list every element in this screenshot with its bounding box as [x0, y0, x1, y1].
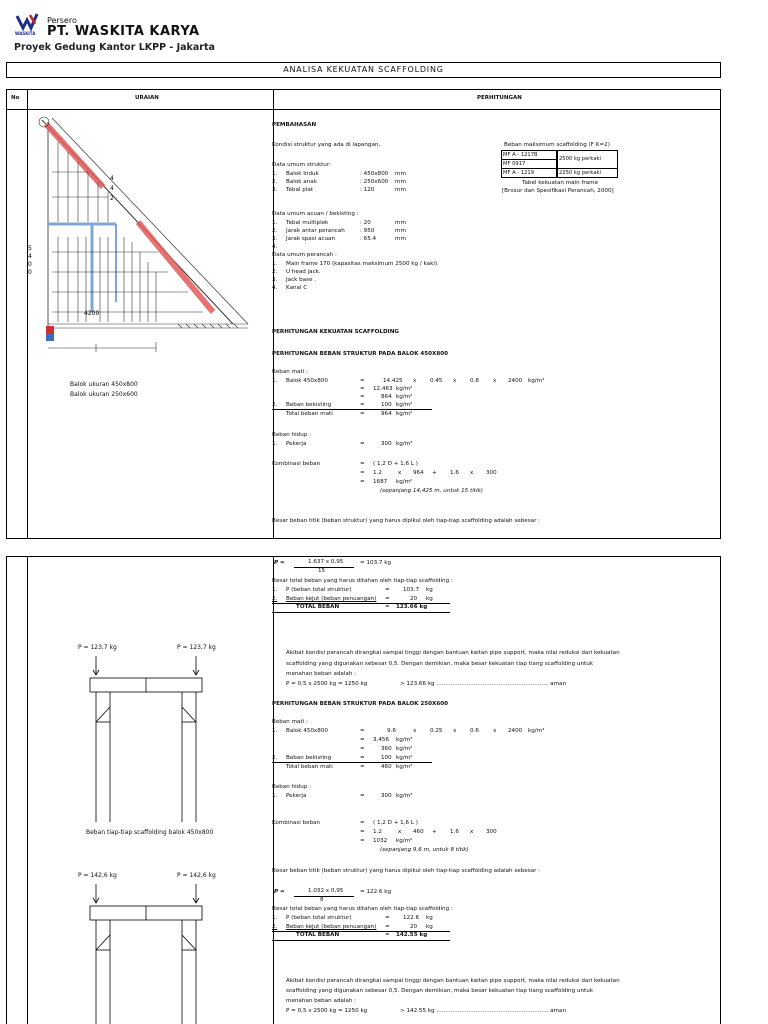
text-calc2-bm1-a: 9.6: [387, 728, 396, 734]
text-calc1-data_acuan-2-k: Jarak spasi acuan: [286, 236, 335, 242]
text-calc1-data_acuan-2-v: : 65.4: [360, 236, 377, 242]
text-calc2-bm1c-eq: =: [360, 746, 365, 752]
text-calc1-bm2-n: 2.: [272, 402, 278, 408]
text-calc2-bm1c-u: kg/m²: [396, 746, 413, 752]
text-calc1-bm_total-k: Total beban mati: [286, 411, 333, 417]
table-row: MF 0917: [501, 159, 557, 169]
text-calc1-data_acuan-1-u: mm: [395, 228, 406, 234]
text-calc1-data_perancah-2-k: Jack base .: [286, 277, 317, 283]
text-calc1-k2-x2: x: [470, 470, 474, 476]
text-calc1-bh1-v: 300: [381, 441, 392, 447]
text-calc1-data_struktur-2-k: Tebal plat: [286, 187, 313, 193]
text-calc2-bm_total-eq: =: [360, 764, 365, 770]
text-calc1-k1-eq: =: [360, 461, 365, 467]
col-uraian: URAIAN: [135, 95, 159, 101]
text-calc2-bh1-n: 1.: [272, 793, 278, 799]
text-calc2-akibat4b: > 123.66 kg ............................................................... aman: [400, 681, 567, 687]
kondisi: Kondisi struktur yang ada di lapangan,: [272, 142, 381, 148]
text-calc2-t2-u: kg: [426, 596, 433, 602]
text-calc1-bm1-n: 1.: [272, 378, 278, 384]
text-calc2-bm2-eq: =: [360, 755, 365, 761]
waskita-logo: [14, 12, 44, 36]
text-calc1-data_struktur-1-k: Balok anak: [286, 179, 317, 185]
text-calc2-k2-d: 300: [486, 829, 497, 835]
text-calc1-data_struktur-2-n: 3.: [272, 187, 278, 193]
data-acuan-title: Data umum acuan / bekisting :: [272, 211, 359, 217]
text-calc1-k3-v: 1687: [373, 479, 388, 485]
text-calc2-p2_res: = 122.6 kg: [360, 889, 392, 895]
table-row: MF A - 1217B: [501, 150, 557, 160]
text-calc2-k2-x: x: [398, 829, 402, 835]
text-calc2-t2-v: 20: [410, 596, 418, 602]
text-calc1-bm2-v: 100: [381, 402, 392, 408]
text-calc1-data_acuan-3-n: 4.: [272, 244, 278, 250]
text-calc2-t2b-u: kg: [426, 924, 433, 930]
persero-label: Persero: [47, 16, 77, 25]
text-calc2-kombinasi: Kombinasi beban: [272, 820, 321, 826]
text-calc2-t1-n: 1.: [272, 587, 278, 593]
text-calc2-bm1-x1: x: [413, 728, 417, 734]
text-calc1-data_struktur-0-k: Balok Induk: [286, 171, 319, 177]
balok-label-2: Balok ukuran 250x600: [70, 391, 138, 398]
text-calc2-k2-x2: x: [470, 829, 474, 835]
text-calc2-t1b-k: P (beban total struktur): [286, 915, 352, 921]
text-calc2-k2-c: 1.6: [450, 829, 459, 835]
text-calc2-k4: (sepanjang 9,6 m, untuk 8 titik): [380, 847, 469, 853]
text-calc1-bm1c-u: kg/m²: [396, 394, 413, 400]
text-calc2-t2-eq: =: [385, 596, 390, 602]
text-calc2-bm2-n: 2.: [272, 755, 278, 761]
text-calc1-bm1b-u: kg/m²: [396, 386, 413, 392]
text-calc1-kombinasi: Kombinasi beban: [272, 461, 321, 467]
text-calc1-bm1-x3: x: [493, 378, 497, 384]
scaffold-frame-drawing-1: [88, 652, 208, 822]
text-calc1-data_struktur-2-v: : 120: [360, 187, 375, 193]
text-calc1-bm2-k: Beban bekisting: [286, 402, 332, 408]
text-calc2-bh1-v: 300: [381, 793, 392, 799]
text-calc2-k3-eq: =: [360, 838, 365, 844]
calc-page-1: [272, 89, 721, 539]
perhitungan-title: PERHITUNGAN KEKUATAN SCAFFOLDING: [272, 329, 399, 335]
table-row: 2250 kg perkaki: [557, 168, 618, 178]
text-calc1-data_perancah-3-k: Kanal C: [286, 285, 308, 291]
text-calc1-data_struktur-1-u: mm: [395, 179, 406, 185]
text-calc1-k2-p: +: [432, 470, 437, 476]
text-calc1-bh1-eq: =: [360, 441, 365, 447]
text-calc1-bm2-u: kg/m²: [396, 402, 413, 408]
text-calc1-k2-eq: =: [360, 470, 365, 476]
text-calc2-t_totalb-k: TOTAL BEBAN: [296, 932, 340, 938]
text-calc1-data_acuan-0-u: mm: [395, 220, 406, 226]
text-calc1-data_perancah-0-k: Main frame 170 (kapasitas maksimum 2500 kg / kaki).: [286, 261, 439, 267]
text-calc1-k3-u: kg/m²: [396, 479, 413, 485]
text-calc2-bm1-eq: =: [360, 728, 365, 734]
text-calc1-data_perancah-1-k: U head jack.: [286, 269, 321, 275]
text-calc2-beban_mati: Beban mati :: [272, 719, 308, 725]
load-label-right-2: P = 142,6 kg: [177, 872, 216, 879]
scaffolding-elevation-drawing: [28, 112, 254, 352]
text-calc1-k2-c: 1.6: [450, 470, 459, 476]
text-calc1-bh1-n: 1.: [272, 441, 278, 447]
text-calc1-bm1c-v: 864: [381, 394, 392, 400]
text-calc2-akibat4: P = 0,5 x 2500 kg = 1250 kg: [286, 681, 368, 687]
text-calc2-bm2-k: Beban bekisting: [286, 755, 332, 761]
text-calc2-t1b-eq: =: [385, 915, 390, 921]
dim-442-1: 4: [110, 175, 114, 182]
text-calc2-bm_total-u: kg/m²: [396, 764, 413, 770]
document-title: ANALISA KEKUATAN SCAFFOLDING: [6, 62, 721, 78]
text-calc1-data_struktur-0-n: 1.: [272, 171, 278, 177]
text-calc1-data_acuan-1-n: 2.: [272, 228, 278, 234]
text-calc2-bm1-n: 1.: [272, 728, 278, 734]
text-calc2-bm1b-eq: =: [360, 737, 365, 743]
text-calc1-data_acuan-0-k: Tebal multiplek: [286, 220, 329, 226]
data-perancah-title: Data umum perancah :: [272, 252, 337, 258]
text-calc1-bh1-k: Pekerja: [286, 441, 307, 447]
tabel-source: [Brosur dan Spesifikasi Perancah, 2000]: [502, 188, 614, 194]
calc-page-2: [272, 556, 721, 1024]
text-calc2-bm1c-v: 360: [381, 746, 392, 752]
text-calc2-akibat4d: > 142.55 kg ............................................................... aman: [400, 1008, 567, 1014]
text-calc2-akibat2: scaffolding yang digunakan sebesar 0,5. Dengan demikian, maka besar kekuatan tiap tiang scaffolding untuk: [286, 661, 593, 667]
text-calc1-k2-a: 1.2: [373, 470, 382, 476]
table-row: MF A - 1219: [501, 168, 557, 178]
text-calc1-bm_total-v: 964: [381, 411, 392, 417]
text-calc2-t2b-k: Beban kejut (beban penuangan): [286, 924, 377, 930]
text-calc1-data_struktur-1-n: 2.: [272, 179, 278, 185]
text-calc2-p_den: 15: [318, 568, 326, 574]
text-calc2-akibat3: menahan beban adalah :: [286, 671, 357, 677]
project-name: Proyek Gedung Kantor LKPP - Jakarta: [14, 42, 215, 53]
perhitungan-balok-title: PERHITUNGAN BEBAN STRUKTUR PADA BALOK 450X800: [272, 351, 449, 357]
text-calc1-bm1b-v: 12,463: [373, 386, 393, 392]
load-label-left-1: P = 123,7 kg: [78, 644, 117, 651]
text-calc2-p_res: = 103.7 kg: [360, 560, 392, 566]
text-calc2-t2b-n: 2.: [272, 924, 278, 930]
text-calc1-data_struktur-2-u: mm: [395, 187, 406, 193]
text-calc1-beban_hidup: Beban hidup :: [272, 432, 311, 438]
text-calc2-k3-u: kg/m²: [396, 838, 413, 844]
text-calc2-bm1-x2: x: [453, 728, 457, 734]
text-calc2-k2-eq: =: [360, 829, 365, 835]
text-calc2-t1-k: P (beban total struktur): [286, 587, 352, 593]
text-calc1-k2-b: 964: [413, 470, 424, 476]
dim-4200: 4200: [84, 310, 100, 317]
text-calc2-bm2-v: 100: [381, 755, 392, 761]
text-calc2-bh1-u: kg/m²: [396, 793, 413, 799]
dim-5400-4: 0: [28, 269, 32, 276]
text-calc1-data_acuan-2-u: mm: [395, 236, 406, 242]
text-calc2-p2_eq: P =: [274, 889, 285, 895]
text-calc2-p_num: 1.637 x 0,95: [308, 559, 344, 565]
beban-max-title: Beban maksimum scaffolding (F K=2): [504, 142, 610, 148]
text-calc2-total_intro2: Besar total beban yang harus ditahan oleh tiap-tiap scaffolding :: [272, 906, 453, 912]
text-calc2-bm1-u: kg/m³: [528, 728, 545, 734]
text-calc2-akibat2b: scaffolding yang digunakan sebesar 0,5. Dengan demikian, maka besar kekuatan tiap tiang scaffolding untuk: [286, 988, 593, 994]
text-calc2-k2-b: 460: [413, 829, 424, 835]
text-calc2-besar_beban: Besar beban titik (beban struktur) yang harus dipikul oleh tiap-tiap scaffolding adalah sebesar :: [272, 868, 541, 874]
text-calc2-bm1b-v: 3,456: [373, 737, 390, 743]
text-calc2-akibat1b: Akibat kondisi perancah dirangkai sampai tinggi dengan bantuan kaitan pipe support, maka nilai reduksi dari kekuatan: [286, 978, 620, 984]
text-calc2-bm1-c: 0.6: [470, 728, 479, 734]
text-calc2-bm1-d: 2400: [508, 728, 523, 734]
dim-442-2: 4: [110, 185, 114, 192]
text-calc1-besar_beban: Besar beban titik (beban struktur) yang harus dipikul oleh tiap-tiap scaffolding adalah sebesar :: [272, 518, 541, 524]
text-calc1-data_acuan-1-k: Jarak antar perancah: [286, 228, 345, 234]
text-calc1-data_struktur-0-v: : 450x800: [360, 171, 389, 177]
text-calc2-t1b-n: 1.: [272, 915, 278, 921]
text-calc2-t1-u: kg: [426, 587, 433, 593]
text-calc2-bm1b-u: kg/m²: [396, 737, 413, 743]
text-calc2-k1-eq: =: [360, 820, 365, 826]
text-calc2-bm2-u: kg/m²: [396, 755, 413, 761]
dim-5400-3: 0: [28, 261, 32, 268]
text-calc2-t_totalb-eq: =: [385, 932, 390, 938]
text-calc1-data_acuan-0-v: : 20: [360, 220, 371, 226]
text-calc2-k2-p: +: [432, 829, 437, 835]
text-calc1-bm1-u: kg/m³: [528, 378, 545, 384]
text-calc1-bm_total-eq: =: [360, 411, 365, 417]
text-calc1-bm1-x2: x: [453, 378, 457, 384]
text-calc1-data_perancah-2-n: 3.: [272, 277, 278, 283]
table-row: 2500 kg perkaki: [557, 150, 618, 169]
text-calc1-bh1-u: kg/m²: [396, 441, 413, 447]
text-calc2-beban_hidup: Beban hidup :: [272, 784, 311, 790]
text-calc1-bm1-d: 2400: [508, 378, 523, 384]
text-calc1-k1-v: ( 1,2 D + 1,6 L ): [373, 461, 418, 467]
col-perhitungan: PERHITUNGAN: [477, 95, 522, 101]
text-calc1-bm1-a: 14.425: [383, 378, 403, 384]
balok-label-1: Balok ukuran 450x800: [70, 381, 138, 388]
text-calc1-data_struktur-0-u: mm: [395, 171, 406, 177]
text-calc2-bm_total-k: Total beban mati: [286, 764, 333, 770]
text-calc1-data_perancah-3-n: 4.: [272, 285, 278, 291]
text-calc1-beban_mati: Beban mati :: [272, 369, 308, 375]
text-calc2-p_eq: P =: [274, 560, 285, 566]
text-calc2-akibat1: Akibat kondisi perancah dirangkai sampai tinggi dengan bantuan kaitan pipe support, maka nilai reduksi dari kekuatan: [286, 650, 620, 656]
text-calc2-bm1-x3: x: [493, 728, 497, 734]
load-label-right-1: P = 123,7 kg: [177, 644, 216, 651]
text-calc2-t_total-v: 123.66 kg: [396, 604, 428, 610]
text-calc1-bm1-eq: =: [360, 378, 365, 384]
text-calc2-title250: PERHITUNGAN BEBAN STRUKTUR PADA BALOK 250X600: [272, 701, 449, 707]
scaffold-frame-drawing-2: [88, 880, 208, 1024]
text-calc2-akibat3b: menahan beban adalah :: [286, 998, 357, 1004]
dim-5400-2: 4: [28, 253, 32, 260]
text-calc2-t_total-k: TOTAL BEBAN: [296, 604, 340, 610]
text-calc1-k3-eq: =: [360, 479, 365, 485]
text-calc2-total_intro: Besar total beban yang harus ditahan oleh tiap-tiap scaffolding :: [272, 578, 453, 584]
text-calc2-t2b-eq: =: [385, 924, 390, 930]
text-calc2-bh1-k: Pekerja: [286, 793, 307, 799]
pembahasan: PEMBAHASAN: [272, 122, 317, 128]
text-calc2-t_totalb-v: 142.55 kg: [396, 932, 428, 938]
load-label-left-2: P = 142,6 kg: [78, 872, 117, 879]
text-calc1-data_perancah-0-n: 1.: [272, 261, 278, 267]
logo-text: WASKITA: [15, 31, 36, 36]
text-calc1-k2-x: x: [398, 470, 402, 476]
text-calc2-t_total-eq: =: [385, 604, 390, 610]
text-calc1-data_acuan-1-v: : 950: [360, 228, 375, 234]
text-calc2-t1-eq: =: [385, 587, 390, 593]
text-calc1-bm1-c: 0.8: [470, 378, 479, 384]
text-calc1-data_acuan-2-n: 3.: [272, 236, 278, 242]
tabel-caption: Tabel kekuatan main frame: [522, 180, 599, 186]
dim-442-3: 2: [110, 195, 114, 202]
text-calc1-bm2-eq: =: [360, 402, 365, 408]
text-calc1-k2-d: 300: [486, 470, 497, 476]
text-calc2-bm_total-v: 460: [381, 764, 392, 770]
text-calc2-k1-v: ( 1,2 D + 1,6 L ): [373, 820, 418, 826]
text-calc1-data_struktur-1-v: : 250x600: [360, 179, 389, 185]
text-calc2-bh1-eq: =: [360, 793, 365, 799]
text-calc2-bm1-b: 0.25: [430, 728, 443, 734]
text-calc2-t1b-v: 122.6: [403, 915, 420, 921]
text-calc1-data_acuan-0-n: 1.: [272, 220, 278, 226]
text-calc1-bm1c-eq: =: [360, 394, 365, 400]
text-calc1-data_perancah-1-n: 2.: [272, 269, 278, 275]
text-calc1-bm_total-u: kg/m²: [396, 411, 413, 417]
company-name: PT. WASKITA KARYA: [47, 24, 200, 39]
text-calc2-p2_num: 1.032 x 0,95: [308, 888, 344, 894]
dim-5400-1: 5: [28, 245, 32, 252]
text-calc1-k4: (sepanjang 14,425 m, untuk 15 titik): [380, 488, 483, 494]
text-calc2-t1b-u: kg: [426, 915, 433, 921]
text-calc2-t2-n: 2.: [272, 596, 278, 602]
text-calc2-t2-k: Beban kejut (beban penuangan): [286, 596, 377, 602]
text-calc2-bm1-k: Balok 450x800: [286, 728, 328, 734]
text-calc1-bm1b-eq: =: [360, 386, 365, 392]
text-calc2-t1-v: 103.7: [403, 587, 420, 593]
col-no: No: [11, 95, 20, 101]
text-calc2-p2_den: 8: [320, 897, 324, 903]
data-struktur-title: Data umum struktur:: [272, 162, 331, 168]
text-calc2-akibat4c: P = 0,5 x 2500 kg = 1250 kg: [286, 1008, 368, 1014]
text-calc2-k3-v: 1032: [373, 838, 388, 844]
frame-caption-1: Beban tiap-tiap scaffolding balok 450x800: [86, 829, 214, 836]
text-calc2-k2-a: 1.2: [373, 829, 382, 835]
text-calc1-bm1-k: Balok 450x800: [286, 378, 328, 384]
text-calc2-t2b-v: 20: [410, 924, 418, 930]
text-calc1-bm1-b: 0.45: [430, 378, 443, 384]
text-calc1-bm1-x1: x: [413, 378, 417, 384]
